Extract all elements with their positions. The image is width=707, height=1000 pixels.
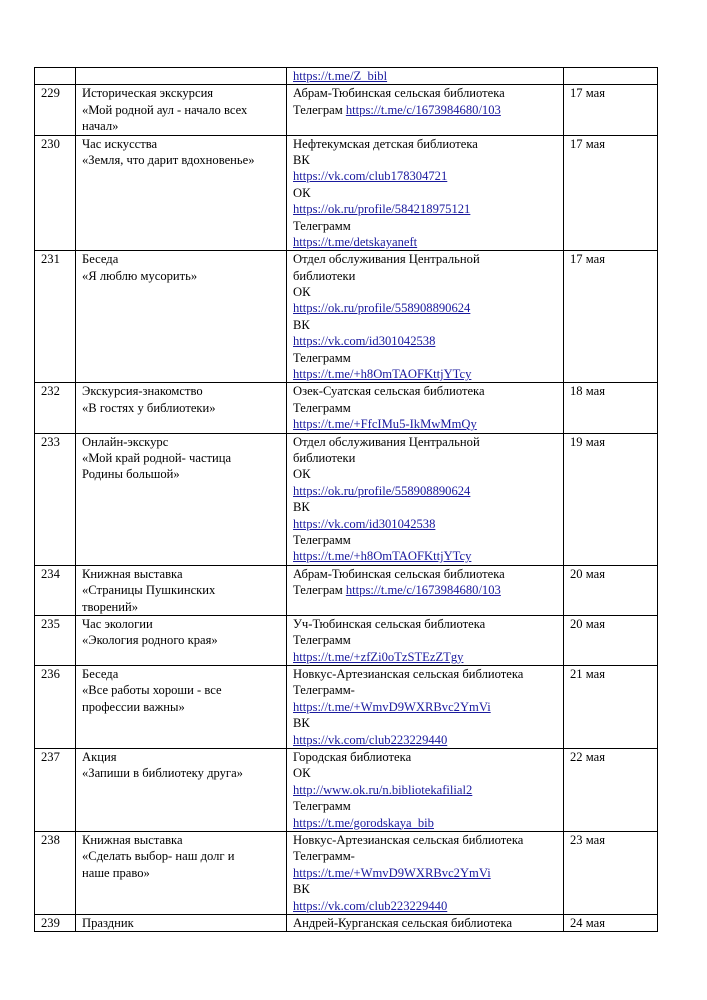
event-title-line: Час экологии bbox=[82, 616, 153, 631]
row-number bbox=[41, 68, 70, 84]
venue-link[interactable]: https://t.me/+WmvD9WXRBvc2YmVi bbox=[293, 865, 491, 880]
venue-cell bbox=[287, 615, 564, 665]
event-title-line: «В гостях у библиотеки» bbox=[82, 400, 216, 415]
venue-cell bbox=[287, 831, 564, 914]
row-number-cell bbox=[35, 135, 76, 251]
event-date: 21 мая bbox=[570, 667, 606, 682]
row-number-cell bbox=[35, 565, 76, 615]
events-table-body bbox=[35, 68, 658, 932]
venue-cell bbox=[287, 433, 564, 565]
event-date-cell bbox=[564, 85, 658, 135]
row-number-cell bbox=[35, 68, 76, 85]
row-number-cell bbox=[35, 749, 76, 832]
row-number-cell bbox=[35, 615, 76, 665]
event-date-cell bbox=[564, 914, 658, 931]
venue-link[interactable]: https://vk.com/id301042538 bbox=[293, 516, 436, 531]
venue-link[interactable]: https://t.me/detskayaneft bbox=[293, 234, 418, 249]
event-title-line: творений» bbox=[82, 599, 139, 614]
venue-cell bbox=[287, 251, 564, 383]
venue-line bbox=[293, 102, 558, 118]
venue-text: ВК bbox=[293, 882, 310, 897]
event-title-line: Акция bbox=[82, 750, 117, 765]
venue-line bbox=[293, 532, 558, 548]
event-date: 17 мая bbox=[570, 136, 606, 151]
venue-line bbox=[293, 666, 558, 682]
venue-line bbox=[293, 798, 558, 814]
venue-line bbox=[293, 168, 558, 184]
event-date: 17 мая bbox=[570, 86, 606, 101]
venue-text: Абрам-Тюбинская сельская библиотека bbox=[293, 566, 505, 581]
event-date-cell bbox=[564, 749, 658, 832]
events-table bbox=[34, 67, 658, 932]
event-date: 22 мая bbox=[570, 750, 606, 765]
venue-line bbox=[293, 333, 558, 349]
event-title-line: наше право» bbox=[82, 865, 150, 880]
row-number-cell bbox=[35, 433, 76, 565]
event-date-cell bbox=[564, 433, 658, 565]
venue-text: Телеграм bbox=[293, 102, 346, 117]
venue-line bbox=[293, 136, 558, 152]
row-number: 236 bbox=[41, 667, 60, 682]
venue-text: ОК bbox=[293, 766, 311, 781]
venue-text: Телеграмм bbox=[293, 633, 351, 648]
venue-line bbox=[293, 251, 558, 267]
event-date: 20 мая bbox=[570, 566, 606, 581]
venue-line bbox=[293, 201, 558, 217]
venue-text: Уч-Тюбинская сельская библиотека bbox=[293, 616, 486, 631]
event-date-cell bbox=[564, 68, 658, 85]
venue-line bbox=[293, 268, 558, 284]
event-date: 24 мая bbox=[570, 915, 606, 930]
table-row bbox=[35, 615, 658, 665]
event-title-cell bbox=[76, 135, 287, 251]
venue-line bbox=[293, 682, 558, 698]
table-row bbox=[35, 85, 658, 135]
table-row bbox=[35, 433, 658, 565]
venue-line bbox=[293, 566, 558, 582]
venue-line bbox=[293, 832, 558, 848]
event-title-line: Родины большой» bbox=[82, 467, 180, 482]
venue-cell bbox=[287, 383, 564, 433]
venue-line bbox=[293, 383, 558, 399]
event-title-line: Беседа bbox=[82, 667, 119, 682]
event-title-line: «Мой родной аул - начало всех bbox=[82, 102, 248, 117]
venue-cell bbox=[287, 135, 564, 251]
row-number-cell bbox=[35, 831, 76, 914]
event-title-cell bbox=[76, 251, 287, 383]
event-date-cell bbox=[564, 565, 658, 615]
event-title-line: Книжная выставка bbox=[82, 832, 183, 847]
venue-line bbox=[293, 85, 558, 101]
venue-link[interactable]: https://ok.ru/profile/584218975121 bbox=[293, 202, 471, 217]
venue-cell bbox=[287, 565, 564, 615]
venue-link[interactable]: https://vk.com/club223229440 bbox=[293, 898, 448, 913]
venue-text: Телеграмм- bbox=[293, 683, 355, 698]
event-title-line: профессии важны» bbox=[82, 699, 185, 714]
event-title-line: «Запиши в библиотеку друга» bbox=[82, 766, 243, 781]
venue-text: Отдел обслуживания Центральной bbox=[293, 434, 480, 449]
row-number-cell bbox=[35, 666, 76, 749]
event-title-line: «Экология родного края» bbox=[82, 633, 218, 648]
venue-text: Телеграмм- bbox=[293, 849, 355, 864]
event-title-line: «Земля, что дарит вдохновенье» bbox=[82, 152, 255, 167]
venue-line bbox=[293, 582, 558, 598]
row-number: 235 bbox=[41, 616, 60, 631]
venue-line bbox=[293, 499, 558, 515]
event-date: 18 мая bbox=[570, 384, 606, 399]
event-title-cell bbox=[76, 85, 287, 135]
venue-line bbox=[293, 366, 558, 382]
venue-line bbox=[293, 400, 558, 416]
venue-line bbox=[293, 234, 558, 250]
event-title-cell bbox=[76, 831, 287, 914]
venue-line bbox=[293, 68, 558, 84]
venue-link[interactable]: https://t.me/Z_bibl bbox=[293, 69, 388, 83]
row-number: 238 bbox=[41, 832, 60, 847]
table-row bbox=[35, 135, 658, 251]
venue-line bbox=[293, 765, 558, 781]
venue-link[interactable]: https://t.me/gorodskaya_bib bbox=[293, 815, 434, 830]
venue-line bbox=[293, 284, 558, 300]
venue-link[interactable]: https://vk.com/club223229440 bbox=[293, 732, 448, 747]
venue-line bbox=[293, 616, 558, 632]
table-row bbox=[35, 666, 658, 749]
venue-link[interactable]: https://t.me/+WmvD9WXRBvc2YmVi bbox=[293, 699, 491, 714]
event-title-cell bbox=[76, 68, 287, 85]
venue-line bbox=[293, 782, 558, 798]
venue-text: Новкус-Артезианская сельская библиотека bbox=[293, 667, 524, 682]
row-number: 237 bbox=[41, 750, 60, 765]
row-number: 230 bbox=[41, 136, 60, 151]
venue-line bbox=[293, 416, 558, 432]
venue-line bbox=[293, 898, 558, 914]
venue-line bbox=[293, 865, 558, 881]
venue-link[interactable]: https://t.me/+h8OmTAOFKttjYTcy bbox=[293, 549, 472, 564]
row-number-cell bbox=[35, 383, 76, 433]
venue-line bbox=[293, 815, 558, 831]
venue-text: Озек-Суатская сельская библиотека bbox=[293, 384, 485, 399]
venue-link[interactable]: https://t.me/+zfZi0oTzSTEzZTgy bbox=[293, 649, 464, 664]
row-number-cell bbox=[35, 85, 76, 135]
event-date-cell bbox=[564, 831, 658, 914]
venue-text: ВК bbox=[293, 500, 310, 515]
event-date-cell bbox=[564, 666, 658, 749]
venue-text: Телеграмм bbox=[293, 400, 351, 415]
venue-link[interactable]: https://t.me/+h8OmTAOFKttjYTcy bbox=[293, 367, 472, 382]
table-row bbox=[35, 831, 658, 914]
venue-text: Нефтекумская детская библиотека bbox=[293, 136, 478, 151]
event-title-cell bbox=[76, 666, 287, 749]
venue-cell bbox=[287, 666, 564, 749]
event-title-line: «Все работы хороши - все bbox=[82, 683, 222, 698]
event-title-line: начал» bbox=[82, 119, 119, 134]
event-title-line: Праздник bbox=[82, 915, 134, 930]
venue-link[interactable]: https://t.me/+FfcIMu5-IkMwMmQy bbox=[293, 417, 477, 432]
table-row bbox=[35, 749, 658, 832]
event-title-cell bbox=[76, 433, 287, 565]
venue-line bbox=[293, 715, 558, 731]
event-title-line: «Мой край родной- частица bbox=[82, 450, 232, 465]
event-date-cell bbox=[564, 251, 658, 383]
event-title-cell bbox=[76, 565, 287, 615]
venue-text: ВК bbox=[293, 152, 310, 167]
venue-link[interactable]: https://ok.ru/profile/558908890624 bbox=[293, 301, 471, 316]
venue-text: Телеграм bbox=[293, 583, 346, 598]
event-title-line: Экскурсия-знакомство bbox=[82, 384, 203, 399]
venue-line bbox=[293, 185, 558, 201]
event-title-line: «Страницы Пушкинских bbox=[82, 583, 216, 598]
venue-line bbox=[293, 548, 558, 564]
event-title-line: Беседа bbox=[82, 252, 119, 267]
event-title-cell bbox=[76, 749, 287, 832]
venue-line bbox=[293, 317, 558, 333]
venue-text: Телеграмм bbox=[293, 350, 351, 365]
event-title-cell bbox=[76, 615, 287, 665]
venue-cell bbox=[287, 914, 564, 931]
row-number: 234 bbox=[41, 566, 60, 581]
event-title-cell bbox=[76, 383, 287, 433]
venue-text: Городская библиотека bbox=[293, 750, 412, 765]
event-date: 17 мая bbox=[570, 252, 606, 267]
event-title-cell bbox=[76, 914, 287, 931]
venue-text: ОК bbox=[293, 467, 311, 482]
venue-line bbox=[293, 749, 558, 765]
venue-line bbox=[293, 152, 558, 168]
table-row bbox=[35, 383, 658, 433]
venue-cell bbox=[287, 68, 564, 85]
row-number: 239 bbox=[41, 915, 60, 930]
venue-text: Новкус-Артезианская сельская библиотека bbox=[293, 832, 524, 847]
venue-line bbox=[293, 300, 558, 316]
venue-line bbox=[293, 881, 558, 897]
event-date-cell bbox=[564, 135, 658, 251]
venue-line bbox=[293, 632, 558, 648]
venue-text: Отдел обслуживания Центральной bbox=[293, 252, 480, 267]
venue-text: Андрей-Курганская сельская библиотека bbox=[293, 915, 513, 930]
venue-line bbox=[293, 732, 558, 748]
venue-text: ВК bbox=[293, 716, 310, 731]
venue-line bbox=[293, 915, 558, 931]
venue-line bbox=[293, 450, 558, 466]
table-row bbox=[35, 251, 658, 383]
venue-link[interactable]: https://t.me/c/1673984680/103 bbox=[345, 102, 501, 117]
row-number: 229 bbox=[41, 86, 60, 101]
event-title-line: Книжная выставка bbox=[82, 566, 183, 581]
venue-line bbox=[293, 516, 558, 532]
venue-line bbox=[293, 699, 558, 715]
venue-link[interactable]: http://www.ok.ru/n.bibliotekafilial2 bbox=[293, 782, 473, 797]
venue-line bbox=[293, 434, 558, 450]
venue-line bbox=[293, 466, 558, 482]
venue-link[interactable]: https://vk.com/club178304721 bbox=[293, 169, 448, 184]
venue-line bbox=[293, 350, 558, 366]
venue-text: Телеграмм bbox=[293, 799, 351, 814]
event-title-line: Историческая экскурсия bbox=[82, 86, 214, 101]
event-date-cell bbox=[564, 383, 658, 433]
row-number-cell bbox=[35, 914, 76, 931]
event-title-line: «Сделать выбор- наш долг и bbox=[82, 849, 235, 864]
venue-link[interactable]: https://t.me/c/1673984680/103 bbox=[345, 583, 501, 598]
row-number: 231 bbox=[41, 252, 60, 267]
venue-cell bbox=[287, 749, 564, 832]
venue-line bbox=[293, 649, 558, 665]
venue-link[interactable]: https://ok.ru/profile/558908890624 bbox=[293, 483, 471, 498]
event-date: 19 мая bbox=[570, 434, 606, 449]
venue-text: ОК bbox=[293, 185, 311, 200]
event-date: 20 мая bbox=[570, 616, 606, 631]
row-number: 233 bbox=[41, 434, 60, 449]
event-title-line: «Я люблю мусорить» bbox=[82, 268, 198, 283]
venue-link[interactable]: https://vk.com/id301042538 bbox=[293, 334, 436, 349]
venue-cell bbox=[287, 85, 564, 135]
row-number: 232 bbox=[41, 384, 60, 399]
venue-line bbox=[293, 483, 558, 499]
row-number-cell bbox=[35, 251, 76, 383]
venue-text: библиотеки bbox=[293, 450, 356, 465]
event-title-line: Онлайн-экскурс bbox=[82, 434, 169, 449]
event-date-cell bbox=[564, 615, 658, 665]
venue-text: Абрам-Тюбинская сельская библиотека bbox=[293, 86, 505, 101]
table-row bbox=[35, 565, 658, 615]
venue-line bbox=[293, 218, 558, 234]
event-date: 23 мая bbox=[570, 832, 606, 847]
event-date bbox=[570, 68, 652, 84]
venue-text: библиотеки bbox=[293, 268, 356, 283]
venue-text: ОК bbox=[293, 285, 311, 300]
event-title-line: Час искусства bbox=[82, 136, 158, 151]
venue-line bbox=[293, 848, 558, 864]
venue-text: Телеграмм bbox=[293, 218, 351, 233]
venue-text: Телеграмм bbox=[293, 532, 351, 547]
table-row bbox=[35, 914, 658, 931]
venue-text: ВК bbox=[293, 317, 310, 332]
table-row bbox=[35, 68, 658, 85]
